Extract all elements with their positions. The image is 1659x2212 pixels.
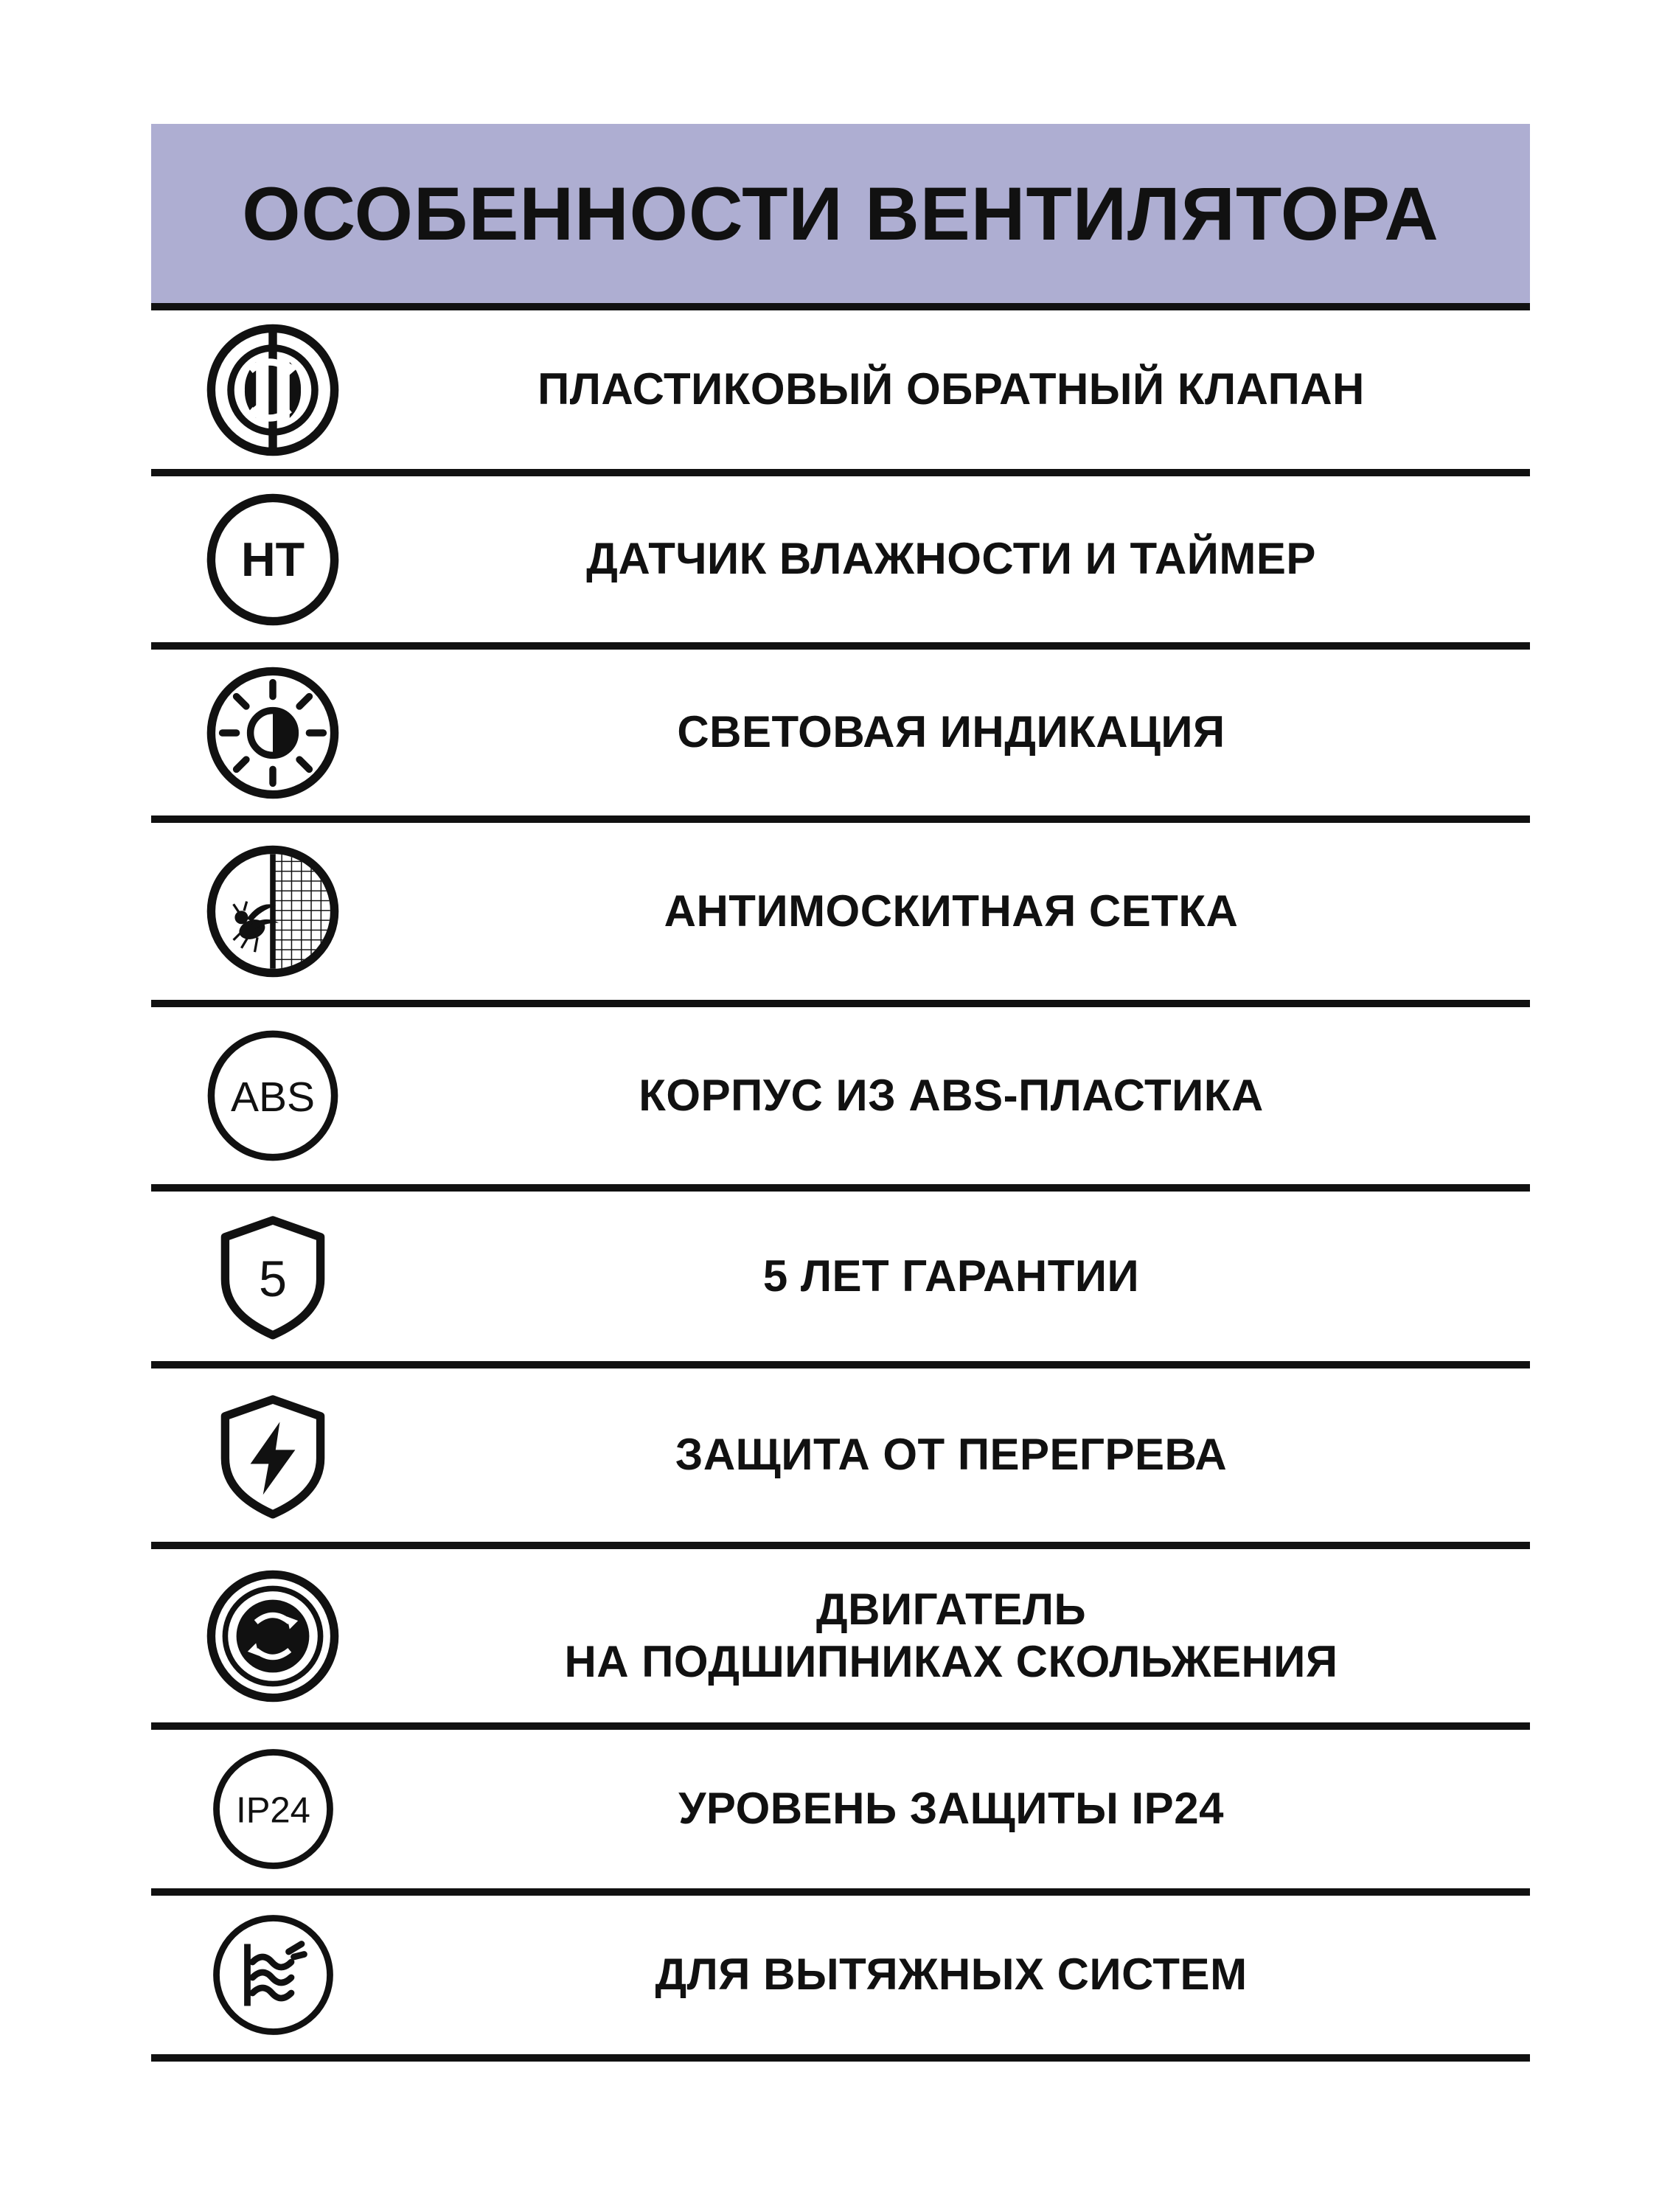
feature-label-line2: НА ПОДШИПНИКАХ СКОЛЬЖЕНИЯ xyxy=(564,1636,1338,1686)
ip24-protection-icon xyxy=(209,1745,338,1874)
feature-label-cell xyxy=(394,1251,1530,1303)
feature-icon-cell xyxy=(151,1566,394,1706)
feature-label: ДЛЯ ВЫТЯЖНЫХ СИСТЕМ xyxy=(655,1950,1248,2000)
list-item xyxy=(151,1896,1530,2062)
svg-text:IP24: IP24 xyxy=(235,1790,310,1831)
list-item xyxy=(151,1549,1530,1730)
svg-text:ABS: ABS xyxy=(230,1073,316,1121)
feature-label-cell xyxy=(394,1584,1530,1688)
feature-icon-cell xyxy=(151,841,394,981)
mosquito-net-icon xyxy=(203,841,343,981)
feature-label: УРОВЕНЬ ЗАЩИТЫ IP24 xyxy=(678,1784,1224,1834)
feature-label: ПЛАСТИКОВЫЙ ОБРАТНЫЙ КЛАПАН xyxy=(538,364,1365,414)
check-valve-icon xyxy=(203,320,343,460)
feature-label: АНТИМОСКИТНАЯ СЕТКА xyxy=(664,886,1239,936)
warranty-shield-icon xyxy=(203,1206,343,1346)
feature-label: КОРПУС ИЗ ABS-ПЛАСТИКА xyxy=(639,1070,1264,1120)
svg-text:HT: HT xyxy=(240,532,305,586)
feature-icon-cell xyxy=(151,1745,394,1874)
exhaust-system-icon xyxy=(209,1910,338,2039)
feature-label-cell xyxy=(394,1783,1530,1835)
feature-label: 5 ЛЕТ ГАРАНТИИ xyxy=(762,1251,1140,1301)
svg-text:5: 5 xyxy=(258,1251,288,1307)
feature-icon-cell xyxy=(151,1026,394,1166)
feature-label-cell xyxy=(394,1070,1530,1122)
sliding-bearing-motor-icon xyxy=(203,1566,343,1706)
feature-label-cell xyxy=(394,1429,1530,1481)
feature-icon-cell xyxy=(151,320,394,460)
feature-icon-cell xyxy=(151,490,394,630)
list-item xyxy=(151,303,1530,476)
overheat-protection-icon xyxy=(203,1385,343,1526)
page-header xyxy=(151,124,1530,303)
feature-icon-cell xyxy=(151,1910,394,2039)
feature-icon-cell xyxy=(151,1206,394,1346)
feature-label-cell xyxy=(394,364,1530,416)
list-item xyxy=(151,1368,1530,1549)
list-item xyxy=(151,1007,1530,1192)
feature-icon-cell xyxy=(151,1385,394,1526)
list-item xyxy=(151,476,1530,650)
feature-label-cell xyxy=(394,886,1530,938)
page-title: ОСОБЕННОСТИ ВЕНТИЛЯТОРА xyxy=(242,171,1439,256)
list-item xyxy=(151,1192,1530,1368)
feature-label-cell xyxy=(394,533,1530,585)
feature-label-cell xyxy=(394,706,1530,759)
list-item xyxy=(151,650,1530,823)
feature-label: ДАТЧИК ВЛАЖНОСТИ И ТАЙМЕР xyxy=(586,534,1316,584)
feature-label: СВЕТОВАЯ ИНДИКАЦИЯ xyxy=(677,707,1225,757)
list-item xyxy=(151,1730,1530,1896)
abs-plastic-icon xyxy=(203,1026,343,1166)
feature-label-line1: ДВИГАТЕЛЬ xyxy=(815,1584,1087,1634)
humidity-timer-icon xyxy=(203,490,343,630)
light-indicator-icon xyxy=(203,663,343,803)
feature-label xyxy=(564,1584,1338,1688)
list-item xyxy=(151,823,1530,1007)
feature-icon-cell xyxy=(151,663,394,803)
feature-list xyxy=(151,303,1530,2062)
feature-label-cell xyxy=(394,1949,1530,2001)
feature-label: ЗАЩИТА ОТ ПЕРЕГРЕВА xyxy=(675,1430,1228,1480)
